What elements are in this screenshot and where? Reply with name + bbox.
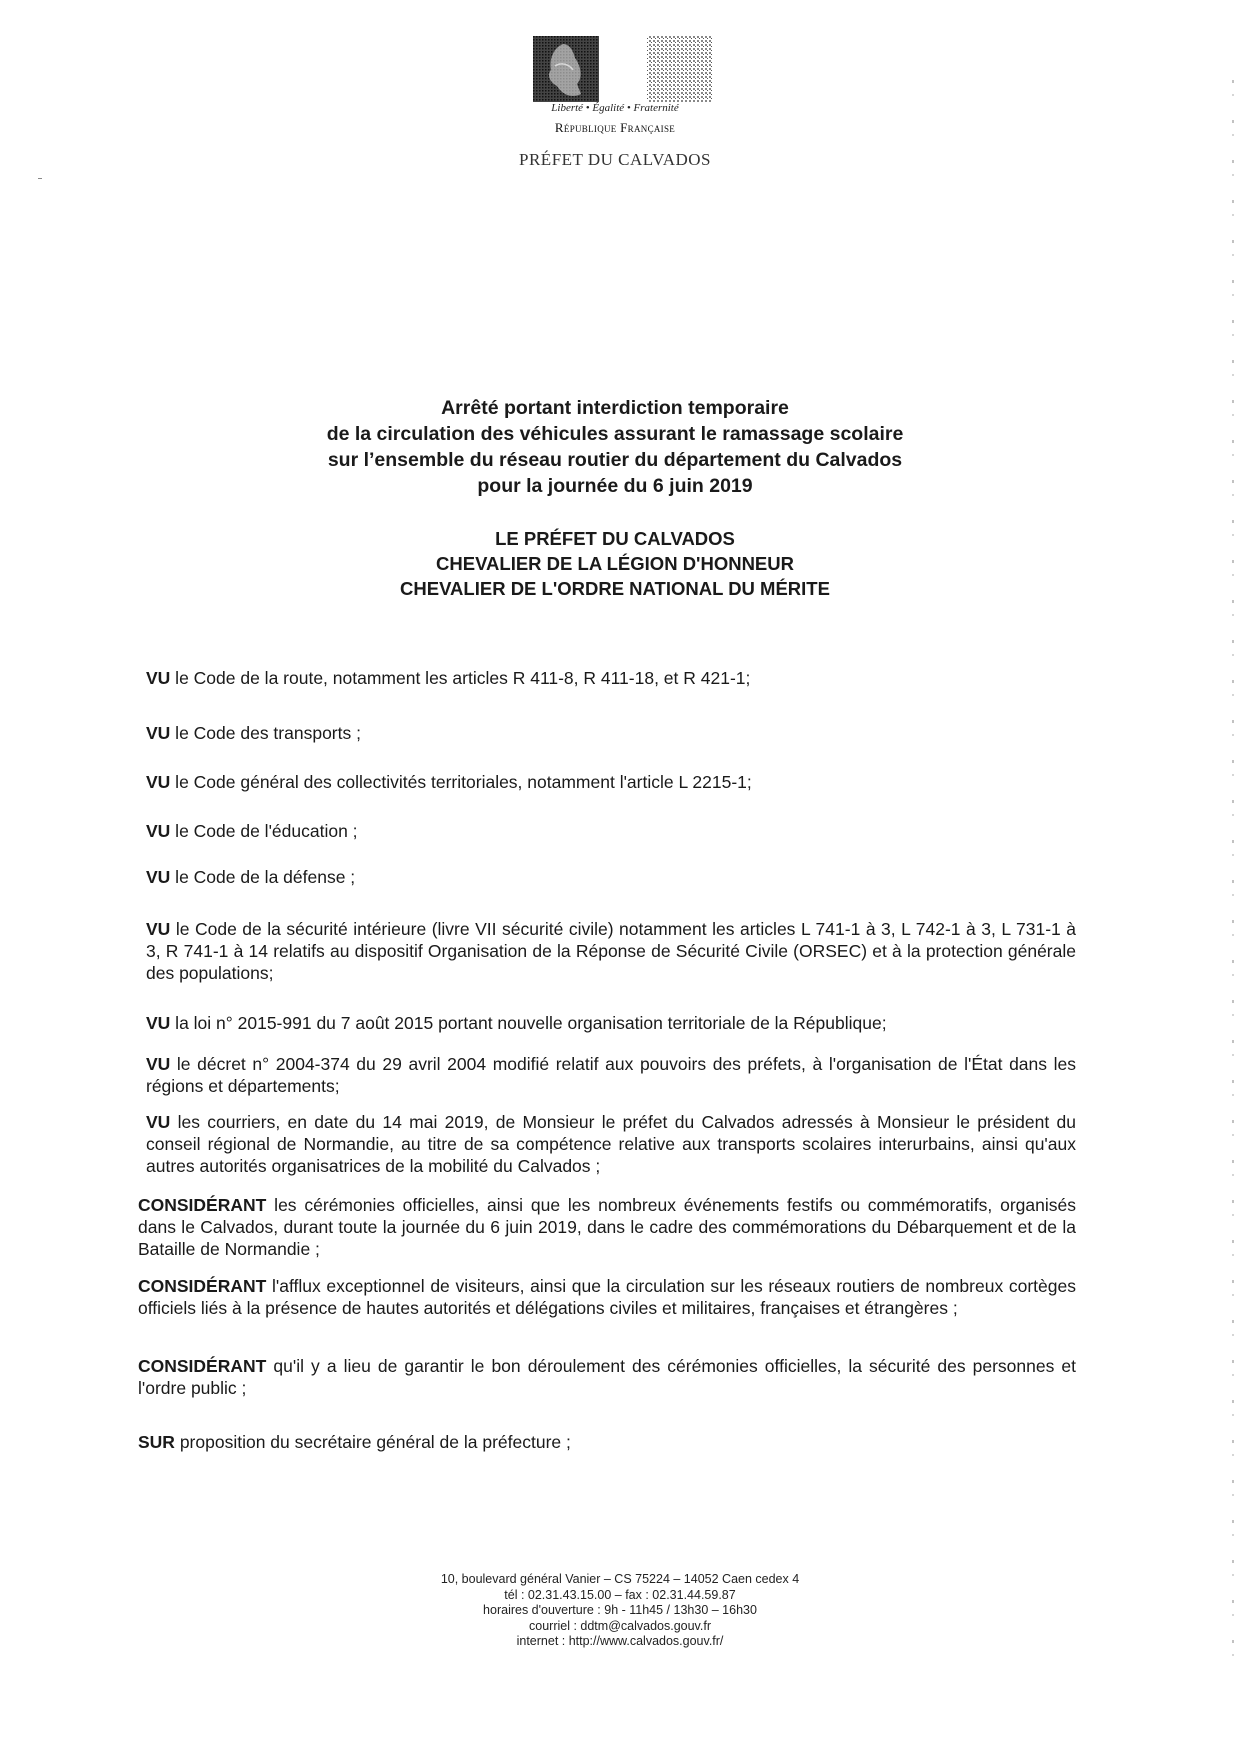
clause-keyword: VU — [146, 1013, 171, 1033]
vu-clause — [146, 1012, 1076, 1034]
clause-keyword: VU — [146, 919, 171, 939]
clause-keyword: VU — [146, 1054, 171, 1074]
clause-text: le Code de la défense ; — [170, 867, 356, 887]
vu-clause — [146, 667, 1076, 689]
clause-keyword: VU — [146, 668, 171, 688]
clause-text: proposition du secrétaire général de la préfecture ; — [174, 1432, 571, 1452]
clause-keyword: CONSIDÉRANT — [138, 1276, 267, 1296]
footer-address: 10, boulevard général Vanier – CS 75224 – 14052 Caen cedex 4 — [440, 1572, 800, 1586]
clause-keyword: CONSIDÉRANT — [138, 1195, 267, 1215]
sur-clause — [138, 1431, 1076, 1453]
clause-text: qu'il y a lieu de garantir le bon déroulement des cérémonies officielles, la sécurité des personnes et l'ordre public ; — [138, 1356, 1076, 1398]
republic-name: République Française — [554, 120, 676, 135]
vu-clause — [146, 771, 1076, 793]
clause-keyword: VU — [146, 821, 171, 841]
clause-text: le Code des transports ; — [170, 723, 361, 743]
authority-line: LE PRÉFET DU CALVADOS — [495, 528, 735, 549]
clause-keyword: VU — [146, 723, 171, 743]
clause-keyword: SUR — [138, 1432, 175, 1452]
vu-clause — [146, 918, 1076, 984]
clause-text: la loi n° 2015-991 du 7 août 2015 portant nouvelle organisation territoriale de la République; — [170, 1013, 887, 1033]
clause-text: le Code de la sécurité intérieure (livre VII sécurité civile) notamment les articles L 741-1 à 3, L 742-1 à 3, L 731-1 à 3, R 741-1 à 14 relatifs au dispositif Organisation de la Réponse de Sécurité Civile (ORSEC) et à la protection générale des populations; — [146, 919, 1076, 983]
scan-edge-artifact — [1232, 80, 1234, 1680]
considerant-clause — [138, 1355, 1076, 1399]
authority-line: CHEVALIER DE L'ORDRE NATIONAL DU MÉRITE — [400, 578, 830, 599]
considerant-clause — [138, 1275, 1076, 1319]
considerant-clause — [138, 1194, 1076, 1260]
letterhead — [0, 30, 1240, 180]
title-line: pour la journée du 6 juin 2019 — [477, 475, 753, 497]
vu-clause — [146, 1053, 1076, 1097]
clause-text: le décret n° 2004-374 du 29 avril 2004 modifié relatif aux pouvoirs des préfets, à l'organisation de l'État dans les régions et départements; — [146, 1054, 1076, 1096]
footer-phone: tél : 02.31.43.15.00 – fax : 02.31.44.59.87 — [504, 1587, 736, 1602]
title-line: de la circulation des véhicules assurant le ramassage scolaire — [326, 423, 904, 445]
title-line: sur l’ensemble du réseau routier du département du Calvados — [327, 449, 903, 471]
clause-text: les courriers, en date du 14 mai 2019, de Monsieur le préfet du Calvados adressés à Monsieur le président du conseil régional de Normandie, au titre de sa compétence relative aux transports scolaires interurbains, ainsi qu'aux autres autorités organisatrices de la mobilité du Calvados ; — [146, 1112, 1076, 1176]
issuing-authority: PRÉFET DU CALVADOS — [519, 150, 711, 169]
clause-keyword: VU — [146, 772, 171, 792]
marianne-logo-icon — [533, 36, 713, 102]
clause-keyword: CONSIDÉRANT — [138, 1356, 267, 1376]
clause-text: le Code de la route, notamment les articles R 411-8, R 411-18, et R 421-1; — [170, 668, 751, 688]
clause-text: l'afflux exceptionnel de visiteurs, ainsi que la circulation sur les réseaux routiers de nombreux cortèges officiels liés à la présence de hautes autorités et délégations civiles et militaires, françaises et étrangères ; — [138, 1276, 1076, 1318]
contact-footer — [340, 1572, 900, 1650]
title-line: Arrêté portant interdiction temporaire — [441, 397, 789, 419]
clause-text: le Code général des collectivités territoriales, notamment l'article L 2215-1; — [170, 772, 752, 792]
footer-website: internet : http://www.calvados.gouv.fr/ — [516, 1634, 724, 1648]
vu-clause — [146, 722, 1076, 744]
clause-keyword: VU — [146, 867, 171, 887]
republic-motto: Liberté • Égalité • Fraternité — [551, 102, 679, 114]
clause-keyword: VU — [146, 1112, 171, 1132]
document-title — [160, 395, 1070, 499]
vu-clause — [146, 1111, 1076, 1177]
vu-clause — [146, 820, 1076, 842]
authority-line: CHEVALIER DE LA LÉGION D'HONNEUR — [436, 553, 794, 574]
footer-hours: horaires d'ouverture : 9h - 11h45 / 13h30 – 16h30 — [483, 1603, 757, 1617]
vu-clause — [146, 866, 1076, 888]
footer-email: courriel : ddtm@calvados.gouv.fr — [529, 1618, 711, 1633]
clause-text: les cérémonies officielles, ainsi que les nombreux événements festifs ou commémoratifs, organisés dans le Calvados, durant toute la journée du 6 juin 2019, dans le cadre des commémorations du Débarquement et de la Bataille de Normandie ; — [138, 1195, 1076, 1259]
prefect-titles — [160, 526, 1070, 601]
clause-text: le Code de l'éducation ; — [170, 821, 358, 841]
